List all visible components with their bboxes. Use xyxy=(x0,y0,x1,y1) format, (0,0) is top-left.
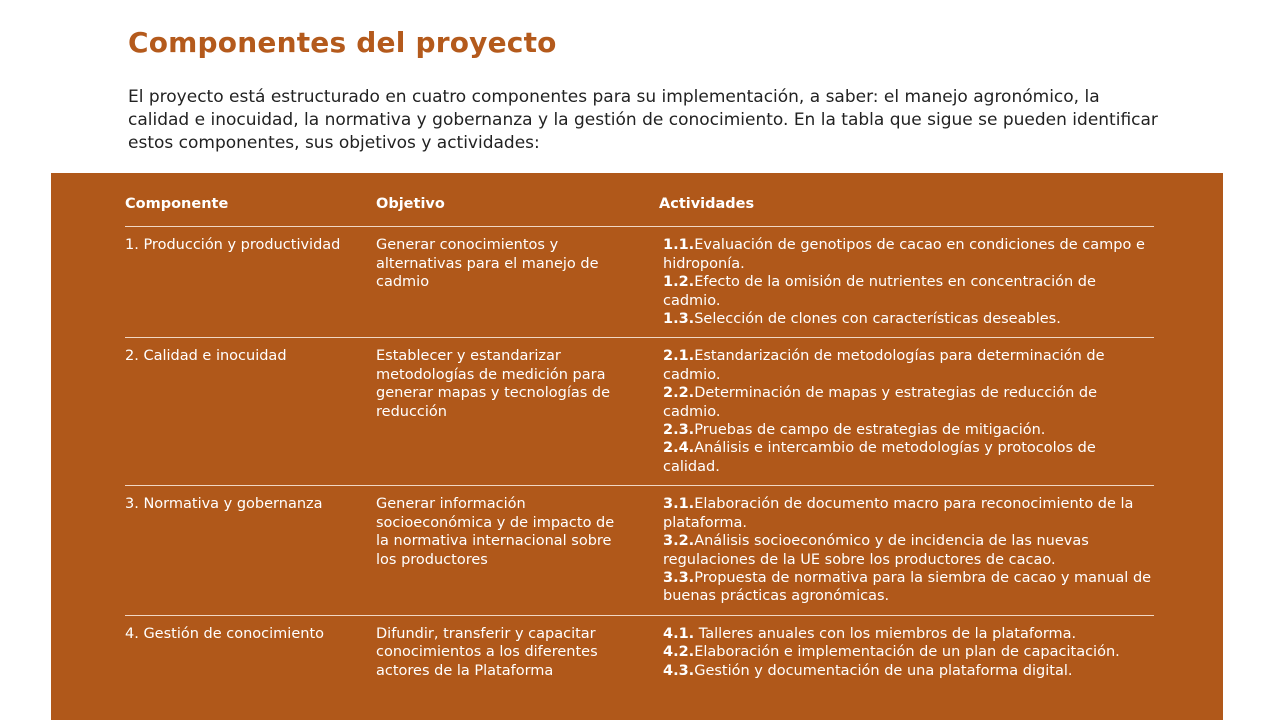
objective-cell: Generar conocimientos y alternativas para el manejo de cadmio xyxy=(376,237,599,291)
activities-cell xyxy=(659,625,1154,680)
component-cell: 3. Normativa y gobernanza xyxy=(125,496,323,513)
activities-cell xyxy=(659,347,1154,476)
component-cell: 4. Gestión de conocimiento xyxy=(125,625,324,642)
component-cell: 1. Producción y productividad xyxy=(125,237,341,254)
activity-item: 3.3.Propuesta de normativa para la siembra de cacao y manual de buenas prácticas agronómicas. xyxy=(663,569,1152,605)
activity-item: 2.4.Análisis e intercambio de metodologías y protocolos de calidad. xyxy=(663,440,1096,475)
table-row xyxy=(125,616,1154,689)
activity-item: 2.1.Estandarización de metodologías para determinación de cadmio. xyxy=(663,348,1105,383)
objective-cell: Difundir, transferir y capacitar conocimientos a los diferentes actores de la Plataforma xyxy=(376,625,598,679)
table-row xyxy=(125,486,1154,615)
table-row xyxy=(125,338,1154,486)
table-header xyxy=(125,195,1154,227)
objective-cell: Generar información socioeconómica y de impacto de la normativa internacional sobre los productores xyxy=(376,496,615,568)
header-componente: Componente xyxy=(125,196,229,212)
activities-cell xyxy=(659,495,1154,605)
activity-item: 4.2.Elaboración e implementación de un plan de capacitación. xyxy=(663,644,1120,661)
activity-item: 1.1.Evaluación de genotipos de cacao en condiciones de campo e hidroponía. xyxy=(663,237,1145,272)
activity-item: 3.2.Análisis socioeconómico y de incidencia de las nuevas regulaciones de la UE sobre los productores de cacao. xyxy=(663,533,1089,568)
activity-item: 1.3.Selección de clones con características deseables. xyxy=(663,311,1061,328)
header-actividades: Actividades xyxy=(659,196,755,212)
activity-item: 1.2.Efecto de la omisión de nutrientes en concentración de cadmio. xyxy=(663,274,1096,309)
header-objetivo: Objetivo xyxy=(376,196,445,212)
activity-item: 4.3.Gestión y documentación de una plataforma digital. xyxy=(663,662,1073,679)
components-panel xyxy=(51,173,1223,720)
objective-cell: Establecer y estandarizar metodologías de medición para generar mapas y tecnologías de reducción xyxy=(376,348,611,420)
activity-item: 2.2.Determinación de mapas y estrategias de reducción de cadmio. xyxy=(663,385,1098,420)
components-table xyxy=(125,195,1154,689)
activity-item: 4.1. Talleres anuales con los miembros de la plataforma. xyxy=(663,625,1077,642)
page-title: Componentes del proyecto xyxy=(128,26,557,59)
table-row xyxy=(125,227,1154,338)
activity-item: 2.3.Pruebas de campo de estrategias de mitigación. xyxy=(663,422,1046,439)
intro-paragraph: El proyecto está estructurado en cuatro componentes para su implementación, a saber: el manejo agronómico, la calidad e inocuidad, la normativa y gobernanza y la gestión de conocimiento. En la tabla que sigue se pueden identificar estos componentes, sus objetivos y actividades: xyxy=(128,87,1158,153)
activity-item: 3.1.Elaboración de documento macro para reconocimiento de la plataforma. xyxy=(663,496,1134,531)
component-cell: 2. Calidad e inocuidad xyxy=(125,348,287,365)
activities-cell xyxy=(659,236,1154,328)
